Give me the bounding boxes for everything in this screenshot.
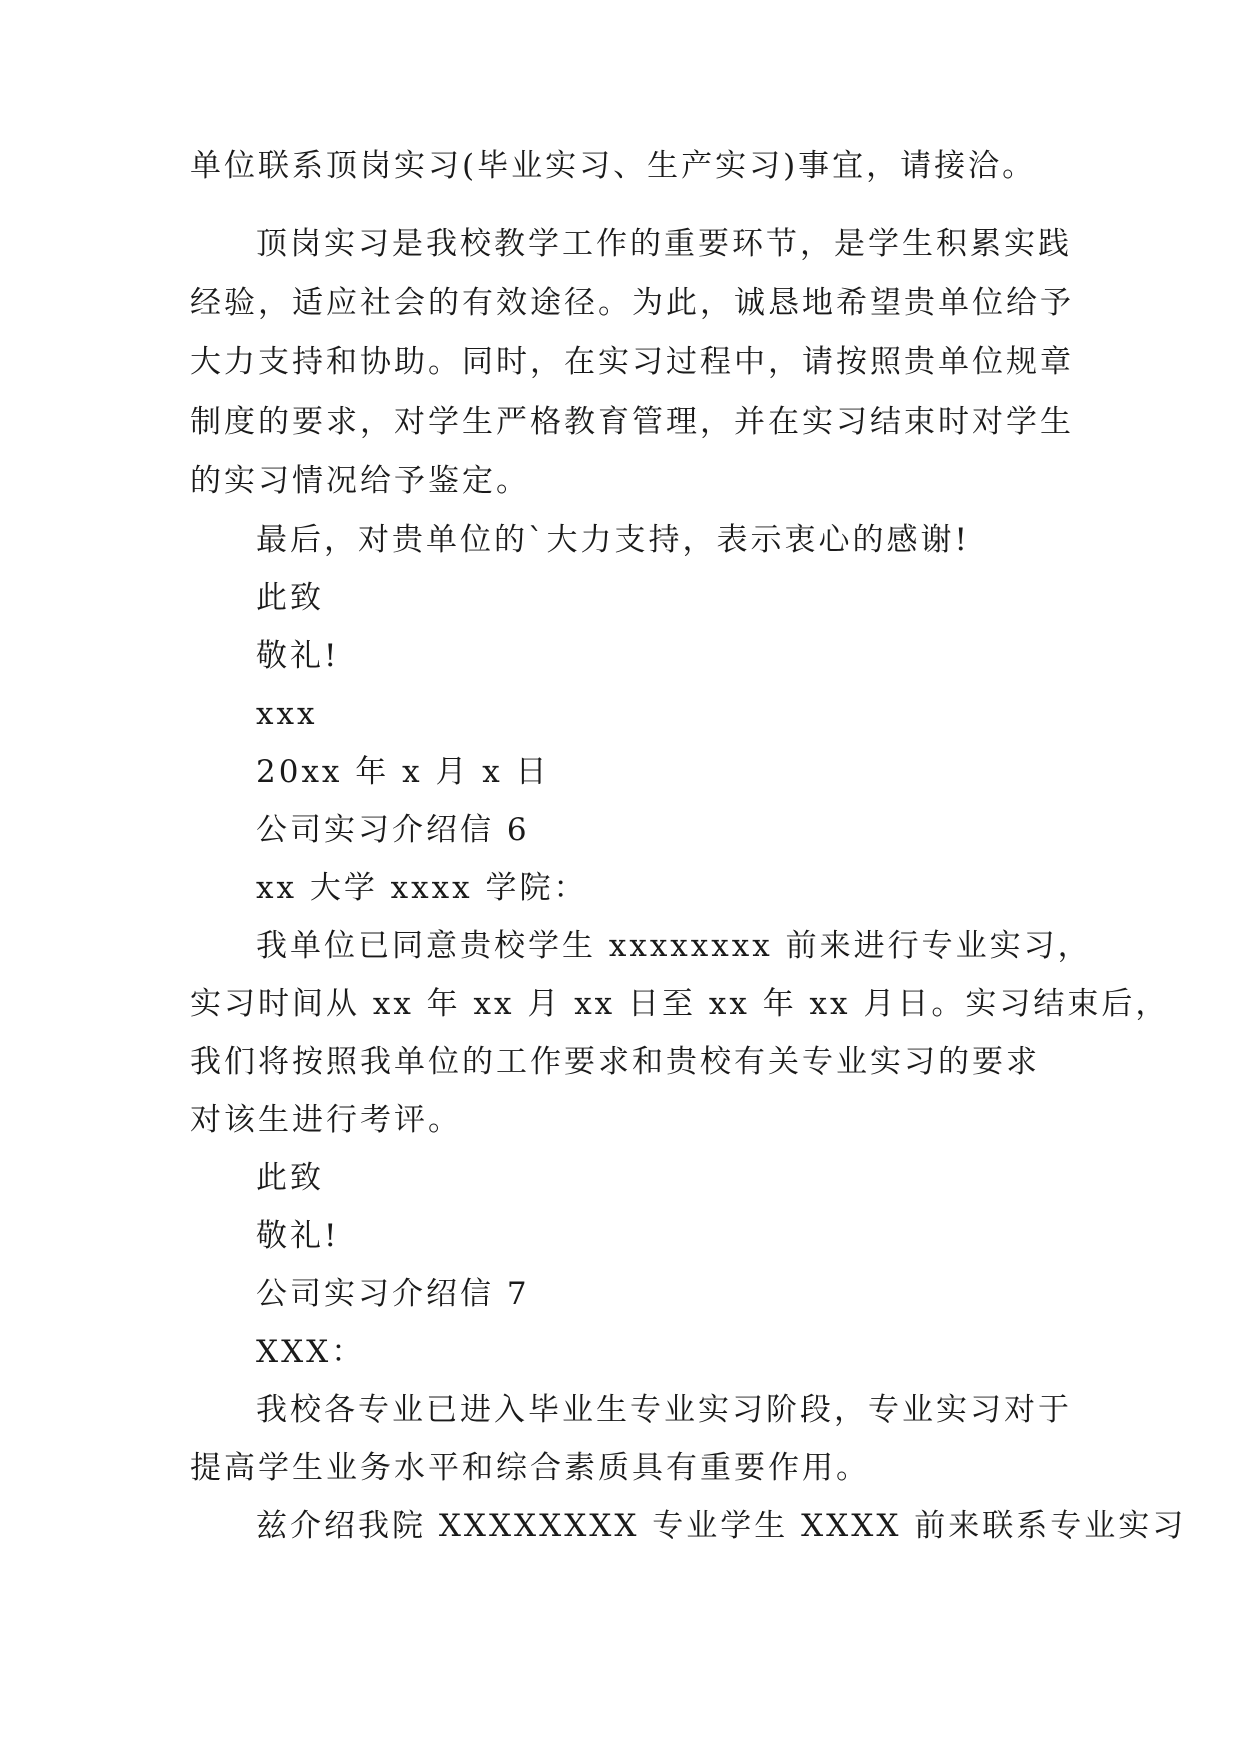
salutation-line: 敬礼! bbox=[256, 638, 340, 674]
paragraph-line: 我校各专业已进入毕业生专业实习阶段，专业实习对于 bbox=[256, 1392, 1072, 1428]
recipient-line: XXX： bbox=[256, 1334, 366, 1370]
salutation-line: 此致 bbox=[256, 580, 324, 616]
paragraph-line: 兹介绍我院 XXXXXXXX 专业学生 XXXX 前来联系专业实习 bbox=[256, 1508, 1187, 1544]
text-line: 制度的要求，对学生严格教育管理，并在实习结束时对学生 bbox=[190, 404, 1074, 440]
text-line: 我们将按照我单位的工作要求和贵校有关专业实习的要求 bbox=[190, 1044, 1040, 1080]
text-line: 提高学生业务水平和综合素质具有重要作用。 bbox=[190, 1450, 870, 1486]
text-line: 对该生进行考评。 bbox=[190, 1102, 462, 1138]
section-title: 公司实习介绍信 6 bbox=[256, 812, 530, 848]
text-line: 大力支持和协助。同时，在实习过程中，请按照贵单位规章 bbox=[190, 344, 1074, 380]
text-line: 经验，适应社会的有效途径。为此，诚恳地希望贵单位给予 bbox=[190, 285, 1074, 321]
text-line: 的实习情况给予鉴定。 bbox=[190, 463, 530, 499]
text-line: 单位联系顶岗实习(毕业实习、生产实习)事宜，请接洽。 bbox=[190, 148, 1037, 184]
signature-line: xxx bbox=[256, 696, 318, 732]
paragraph-line: 最后，对贵单位的`大力支持，表示衷心的感谢! bbox=[256, 522, 970, 558]
paragraph-line: 我单位已同意贵校学生 xxxxxxxx 前来进行专业实习， bbox=[256, 928, 1092, 964]
salutation-line: 此致 bbox=[256, 1160, 324, 1196]
paragraph-line: 顶岗实习是我校教学工作的重要环节，是学生积累实践 bbox=[256, 226, 1072, 262]
date-line: 20xx 年 x 月 x 日 bbox=[256, 754, 550, 790]
recipient-line: xx 大学 xxxx 学院： bbox=[256, 870, 588, 906]
salutation-line: 敬礼! bbox=[256, 1218, 340, 1254]
text-line: 实习时间从 xx 年 xx 月 xx 日至 xx 年 xx 月日。实习结束后， bbox=[190, 986, 1170, 1022]
section-title: 公司实习介绍信 7 bbox=[256, 1276, 530, 1312]
